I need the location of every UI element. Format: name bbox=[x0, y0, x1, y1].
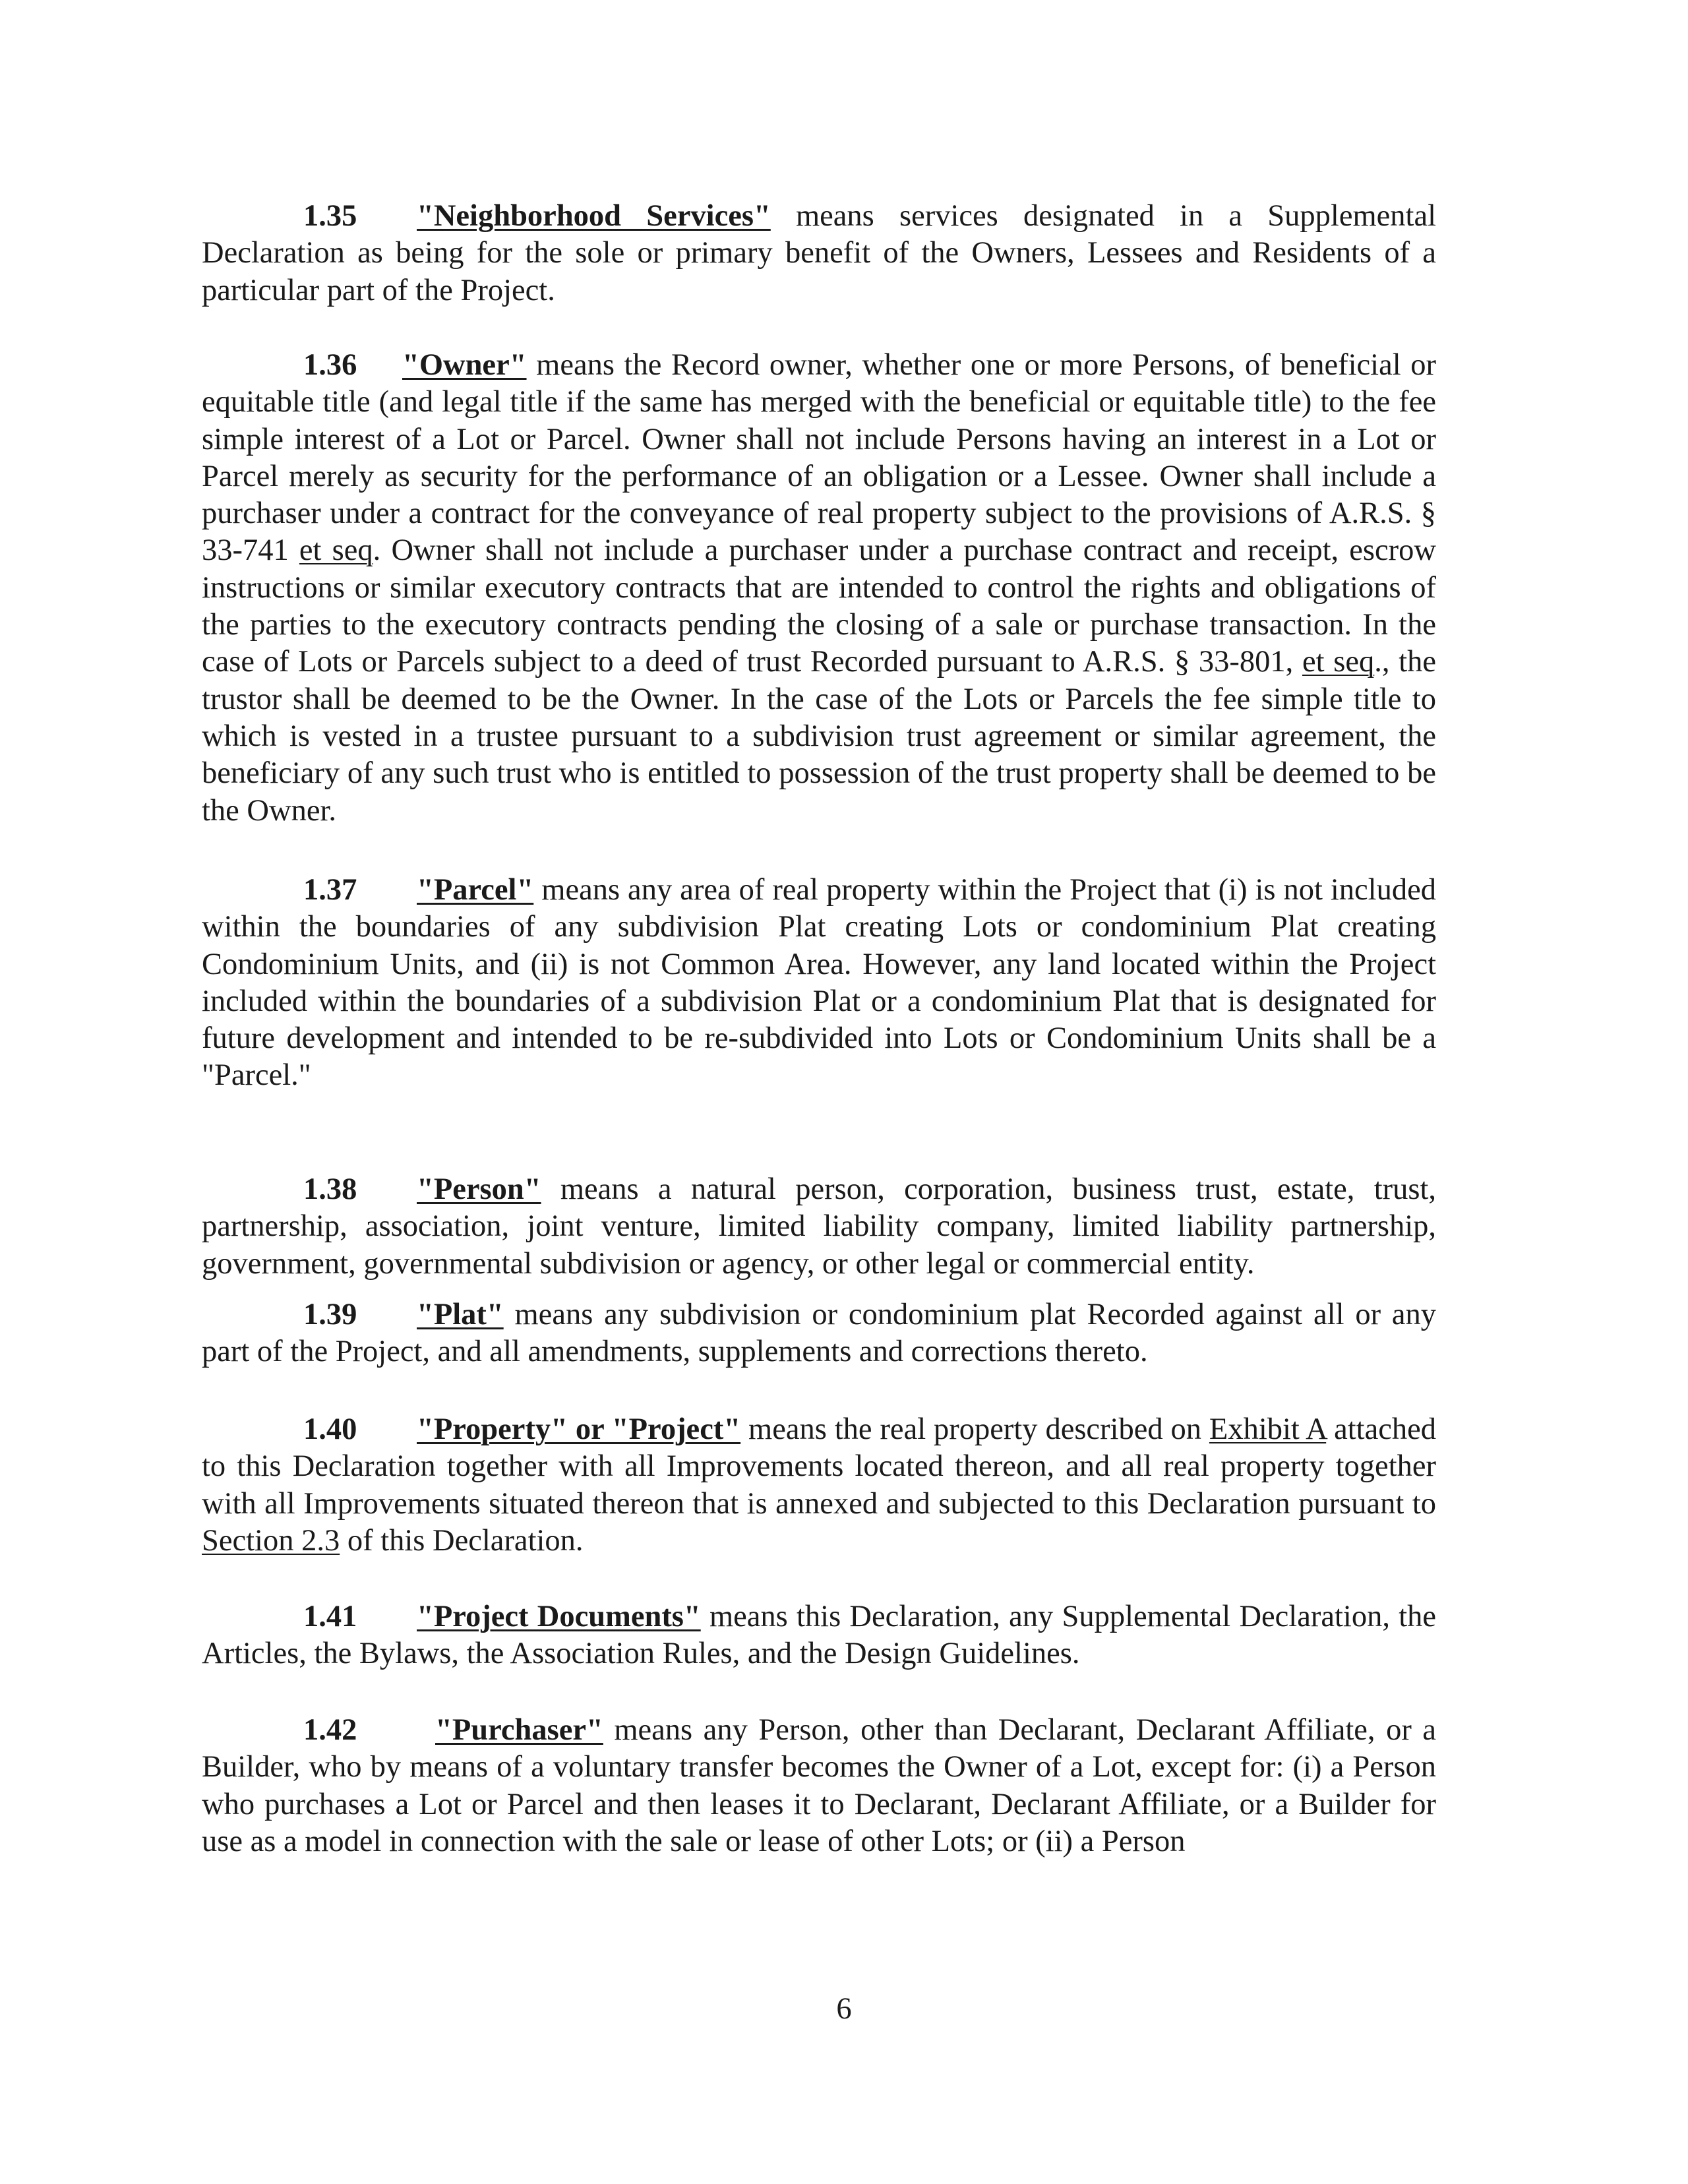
section-reference: Section 2.3 bbox=[202, 1523, 340, 1558]
section-number: 1.40 bbox=[303, 1412, 357, 1446]
section-text: means any subdivision or condominium plat Recorded against all or any part of the Project, and all amendments, supplements and corrections thereto. bbox=[202, 1298, 1436, 1369]
section-text: means any Person, other than Declarant, Declarant Affiliate, or a Builder, who by means of a voluntary transfer becomes the Owner of a Lot, except for: (i) a Person who purchases a Lot or Parcel and then leases it to Declarant, Declarant Affiliate, or a Builder for use as a model in connection with the sale or lease of other Lots; or (ii) a Person bbox=[202, 1713, 1436, 1858]
section-number: 1.36 bbox=[303, 348, 357, 382]
defined-term: "Plat" bbox=[417, 1298, 504, 1331]
section-1-40 bbox=[202, 1411, 1436, 1560]
section-1-39 bbox=[202, 1296, 1436, 1371]
defined-term: "Owner" bbox=[402, 348, 527, 382]
section-text: means this Declaration, any Supplemental Declaration, the Articles, the Bylaws, the Association Rules, and the Design Guidelines. bbox=[202, 1600, 1436, 1671]
section-text: means any area of real property within the Project that (i) is not included within the boundaries of any subdivision Plat creating Lots or condominium Plat creating Condominium Units, and (ii) is not Common Area. However, any land located within the Project included within the boundaries of a subdivision Plat or a condominium Plat that is designated for future development and intended to be re-subdivided into Lots or Condominium Units shall be a "Parcel." bbox=[202, 873, 1436, 1093]
section-1-42 bbox=[202, 1712, 1436, 1860]
defined-term: "Property" or "Project" bbox=[417, 1412, 741, 1446]
defined-term: "Project Documents" bbox=[417, 1600, 701, 1633]
section-text: ., the trustor shall be deemed to be the Owner. In the case of the Lots or Parcels the fee simple title to which is vested in a trustee pursuant to a subdivision trust agreement or similar agreement, the beneficiary of any such trust who is entitled to possession of the trust property shall be deemed to be the Owner. bbox=[202, 645, 1436, 828]
section-1-36 bbox=[202, 347, 1436, 830]
citation-et-seq: et seq bbox=[299, 533, 373, 568]
defined-term: "Purchaser" bbox=[435, 1713, 603, 1747]
section-text: of this Declaration. bbox=[340, 1523, 584, 1558]
section-number: 1.42 bbox=[303, 1713, 357, 1747]
section-number: 1.39 bbox=[303, 1298, 357, 1331]
section-number: 1.37 bbox=[303, 873, 357, 907]
section-text: . Owner shall not include a purchaser under a purchase contract and receipt, escrow instructions or similar executory contracts that are intended to control the rights and obligations of the parties to the executory contracts pending the closing of a sale or purchase transaction. In the case of Lots or Parcels subject to a deed of trust Recorded pursuant to A.R.S. § 33-801, bbox=[202, 533, 1436, 679]
section-1-35 bbox=[202, 198, 1436, 309]
defined-term: "Person" bbox=[417, 1172, 541, 1206]
defined-term: "Parcel" bbox=[417, 873, 534, 907]
section-text: means services designated in a Supplemental Declaration as being for the sole or primary benefit of the Owners, Lessees and Residents of a particular part of the Project. bbox=[202, 199, 1436, 307]
section-text: means the real property described on bbox=[740, 1412, 1209, 1446]
section-text: means a natural person, corporation, business trust, estate, trust, partnership, association, joint venture, limited liability company, limited liability partnership, government, governmental subdivision or agency, or other legal or commercial entity. bbox=[202, 1172, 1436, 1281]
citation-et-seq: et seq bbox=[1302, 645, 1375, 679]
section-1-37 bbox=[202, 872, 1436, 1095]
exhibit-reference: Exhibit A bbox=[1209, 1412, 1327, 1446]
page-number: 6 bbox=[836, 1992, 852, 2026]
section-number: 1.35 bbox=[303, 199, 357, 233]
defined-term: "Neighborhood Services" bbox=[417, 199, 771, 233]
section-number: 1.38 bbox=[303, 1172, 357, 1206]
section-1-38 bbox=[202, 1171, 1436, 1283]
section-text: attached to this Declaration together with all Improvements located thereon, and all real property together with all Improvements situated thereon that is annexed and subjected to this Declaration pursuant to bbox=[202, 1412, 1436, 1521]
section-1-41 bbox=[202, 1598, 1436, 1673]
section-number: 1.41 bbox=[303, 1600, 357, 1633]
section-text: means the Record owner, whether one or more Persons, of beneficial or equitable title (and legal title if the same has merged with the beneficial or equitable title) to the fee simple interest of a Lot or Parcel. Owner shall not include Persons having an interest in a Lot or Parcel merely as security for the performance of an obligation or a Lessee. Owner shall include a purchaser under a contract for the conveyance of real property subject to the provisions of A.R.S. § 33-741 bbox=[202, 348, 1436, 568]
